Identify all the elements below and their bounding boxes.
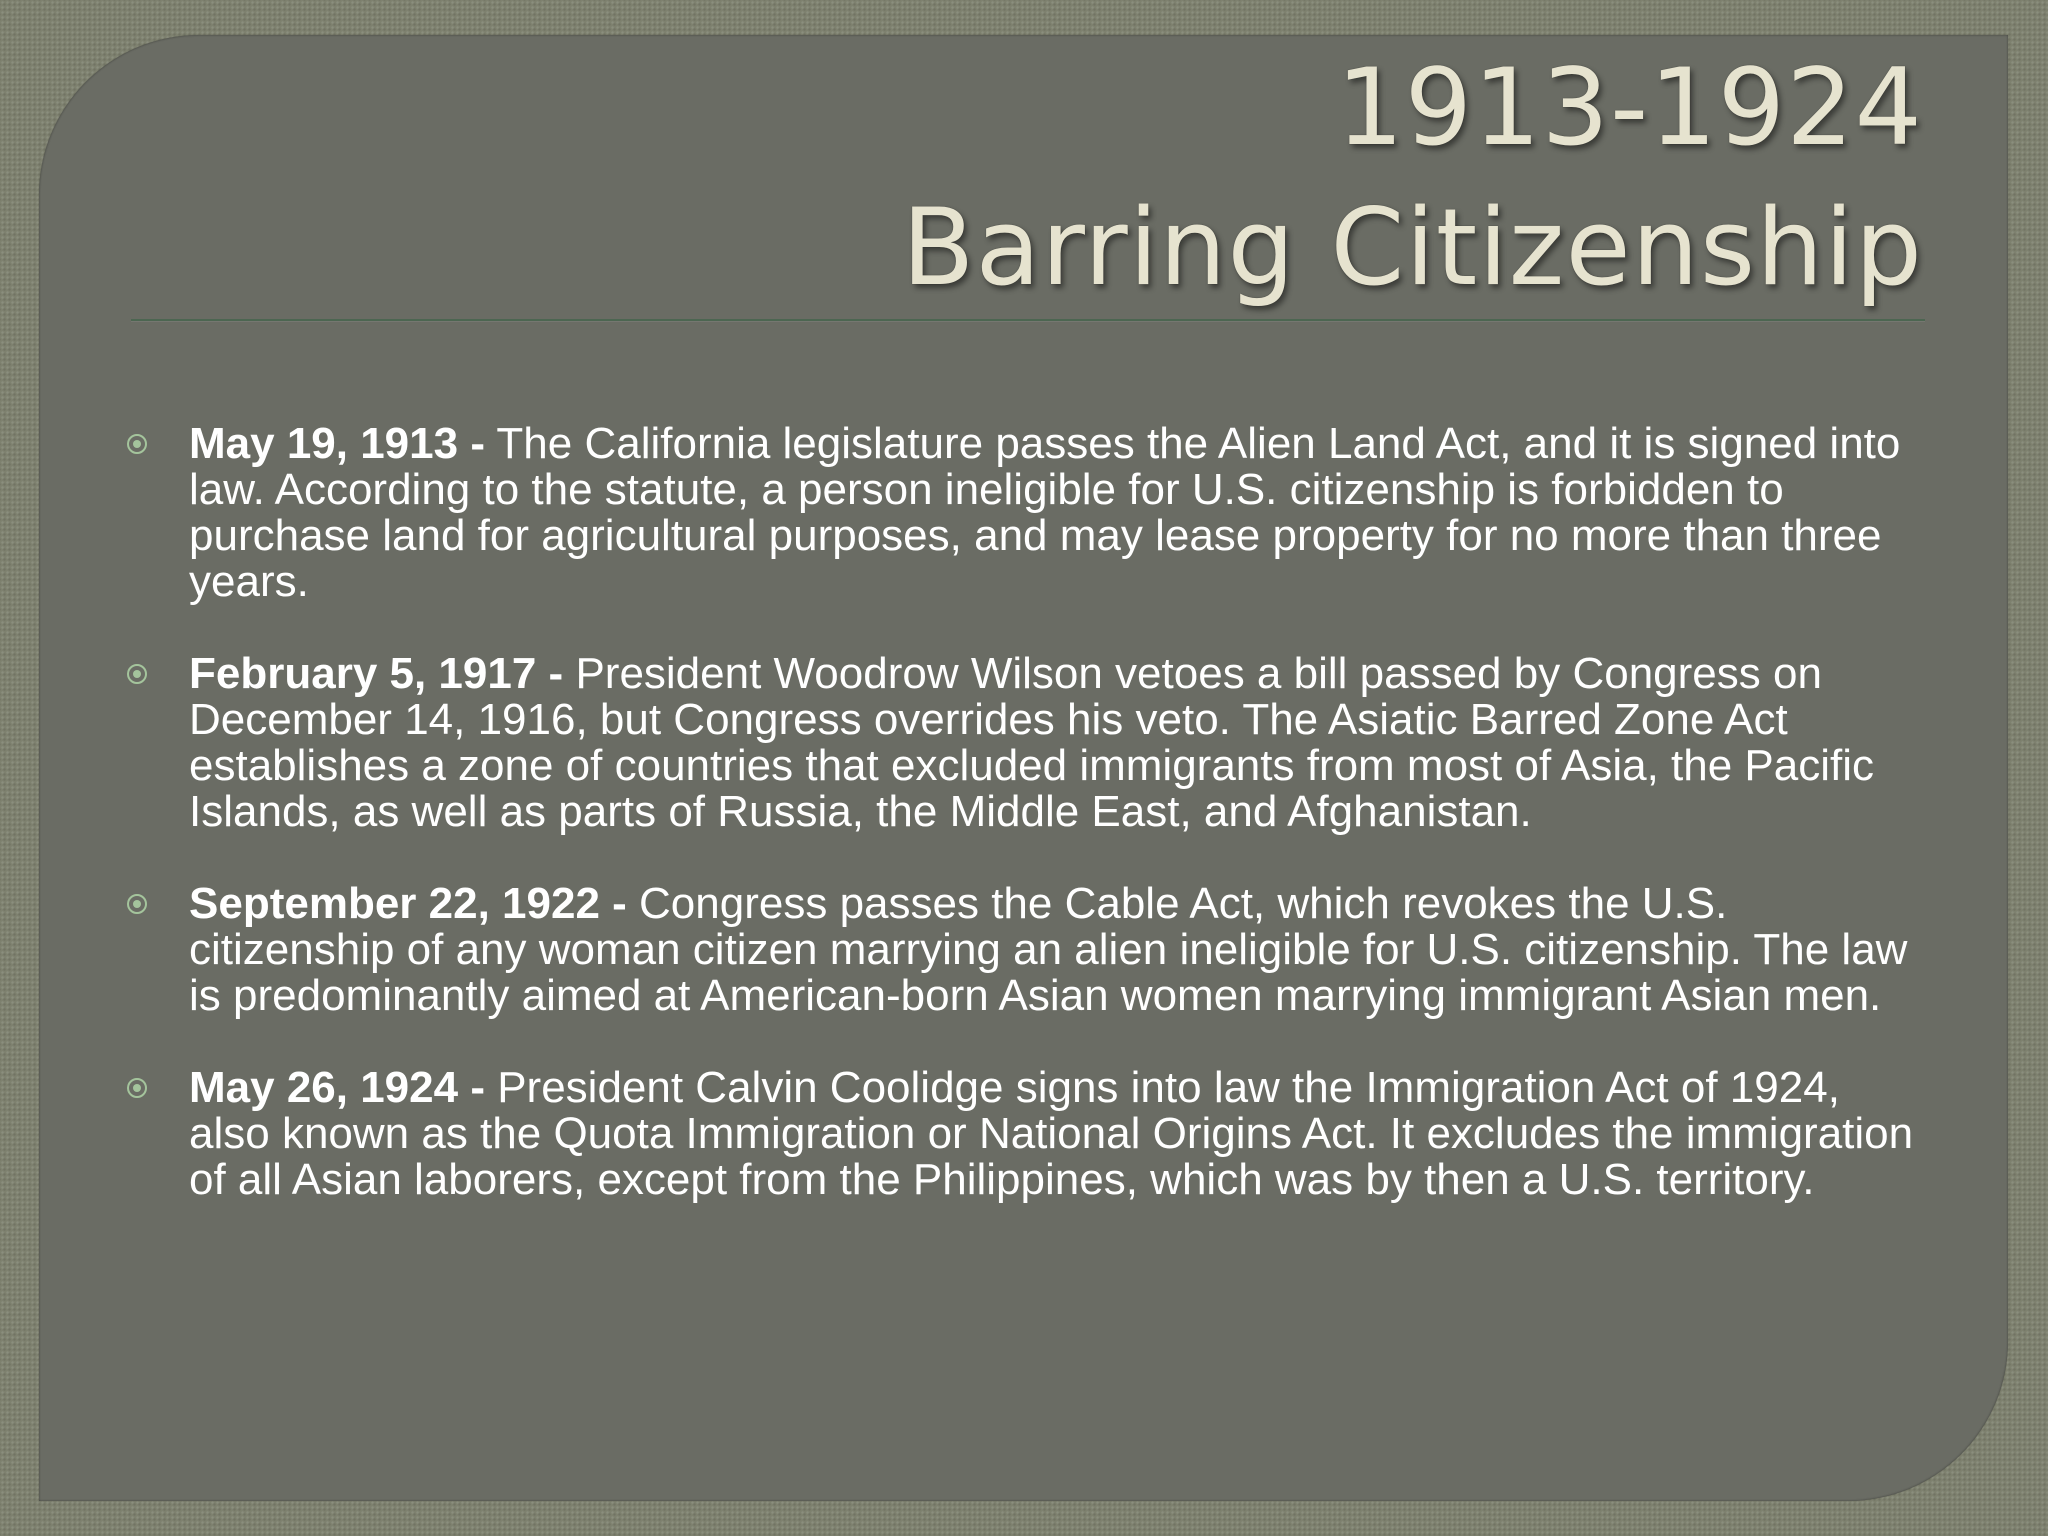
timeline-text: Congress passes the Cable Act, which revokes the U.S. citizenship of any woman citizen marrying an alien ineligible for U.S. citizenship. The law is predominantly aimed at American-born Asian women marrying immigrant Asian men. xyxy=(189,879,1908,1020)
circle-bullet-icon xyxy=(127,434,147,454)
timeline-item-1913 xyxy=(125,421,1925,605)
circle-bullet-icon xyxy=(127,1078,147,1098)
title-years: 1913-1924 xyxy=(1336,46,1923,169)
timeline-list xyxy=(125,421,1925,1249)
circle-bullet-icon xyxy=(127,664,147,684)
timeline-date: February 5, 1917 - xyxy=(189,649,564,698)
title-heading: Barring Citizenship xyxy=(901,186,1923,309)
slide-title xyxy=(902,38,1923,318)
timeline-date: September 22, 1922 - xyxy=(189,879,627,928)
timeline-text: The California legislature passes the Alien Land Act, and it is signed into law. According to the statute, a person ineligible for U.S. citizenship is forbidden to purchase land for agricultural purposes, and may lease property for no more than three years. xyxy=(189,419,1901,606)
timeline-item-1922 xyxy=(125,881,1925,1019)
timeline-item-1917 xyxy=(125,651,1925,835)
timeline-text: President Woodrow Wilson vetoes a bill passed by Congress on December 14, 1916, but Congress overrides his veto. The Asiatic Barred Zone Act establishes a zone of countries that excluded immigrants from most of Asia, the Pacific Islands, as well as parts of Russia, the Middle East, and Afghanistan. xyxy=(189,649,1875,836)
timeline-item-1924 xyxy=(125,1065,1925,1203)
timeline-text: President Calvin Coolidge signs into law the Immigration Act of 1924, also known as the Quota Immigration or National Origins Act. It excludes the immigration of all Asian laborers, except from the Philippines, which was by then a U.S. territory. xyxy=(189,1063,1914,1204)
timeline-date: May 19, 1913 - xyxy=(189,419,485,468)
title-divider xyxy=(131,319,1925,321)
timeline-date: May 26, 1924 - xyxy=(189,1063,485,1112)
circle-bullet-icon xyxy=(127,894,147,914)
